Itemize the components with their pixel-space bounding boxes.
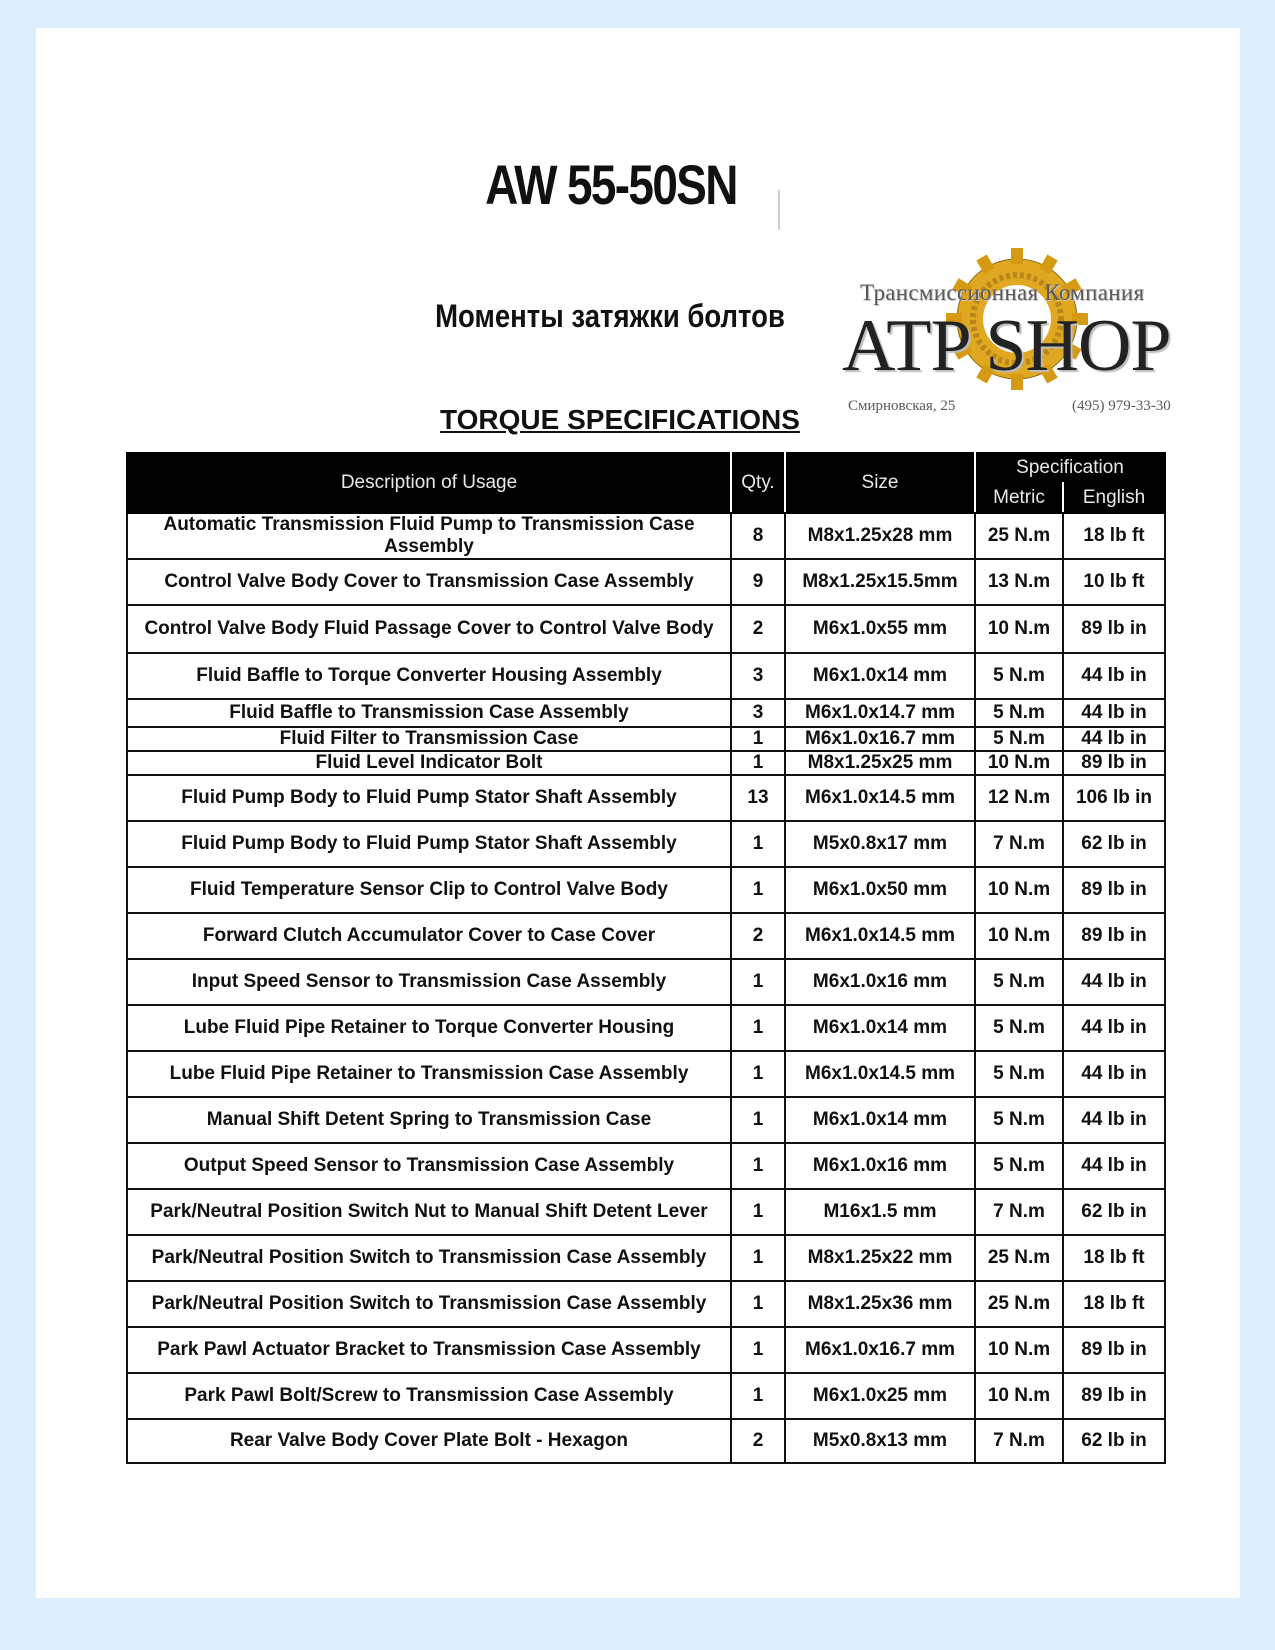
cell-qty: 3: [731, 653, 785, 699]
table-row: [127, 751, 1165, 775]
cell-qty: 13: [731, 775, 785, 821]
cell-english: 89 lb in: [1063, 751, 1165, 775]
torque-table: [126, 452, 1166, 1464]
cell-qty: 1: [731, 1327, 785, 1373]
cell-english: 62 lb in: [1063, 1189, 1165, 1235]
cell-qty: 1: [731, 1051, 785, 1097]
table-row: [127, 821, 1165, 867]
cell-description: Forward Clutch Accumulator Cover to Case Cover: [127, 913, 731, 959]
header-description: Description of Usage: [127, 453, 731, 513]
table-row: [127, 867, 1165, 913]
cell-qty: 1: [731, 1373, 785, 1419]
cell-qty: 1: [731, 727, 785, 751]
cell-size: M16x1.5 mm: [785, 1189, 975, 1235]
cell-metric: 10 N.m: [975, 605, 1063, 653]
cell-size: M8x1.25x25 mm: [785, 751, 975, 775]
cell-description: Park/Neutral Position Switch Nut to Manual Shift Detent Lever: [127, 1189, 731, 1235]
cell-metric: 10 N.m: [975, 867, 1063, 913]
cell-english: 44 lb in: [1063, 959, 1165, 1005]
cell-english: 18 lb ft: [1063, 513, 1165, 559]
cell-english: 89 lb in: [1063, 1327, 1165, 1373]
cell-size: M6x1.0x16 mm: [785, 959, 975, 1005]
table-row: [127, 1051, 1165, 1097]
cell-metric: 5 N.m: [975, 959, 1063, 1005]
cell-size: M6x1.0x14.5 mm: [785, 775, 975, 821]
cell-english: 62 lb in: [1063, 1419, 1165, 1463]
cell-metric: 10 N.m: [975, 751, 1063, 775]
table-row: [127, 699, 1165, 727]
table-row: [127, 1143, 1165, 1189]
table-row: [127, 1189, 1165, 1235]
table-row: [127, 959, 1165, 1005]
cell-size: M8x1.25x15.5mm: [785, 559, 975, 605]
cell-description: Control Valve Body Fluid Passage Cover to Control Valve Body: [127, 605, 731, 653]
cell-metric: 7 N.m: [975, 821, 1063, 867]
cell-size: M6x1.0x55 mm: [785, 605, 975, 653]
cell-description: Park Pawl Bolt/Screw to Transmission Case Assembly: [127, 1373, 731, 1419]
document-title: AW 55-50SN: [485, 153, 737, 216]
cell-english: 89 lb in: [1063, 605, 1165, 653]
cell-qty: 1: [731, 821, 785, 867]
cell-size: M6x1.0x14.7 mm: [785, 699, 975, 727]
header-size: Size: [785, 453, 975, 513]
table-row: [127, 1373, 1165, 1419]
table-row: [127, 1097, 1165, 1143]
cell-description: Input Speed Sensor to Transmission Case Assembly: [127, 959, 731, 1005]
cell-size: M6x1.0x50 mm: [785, 867, 975, 913]
cell-qty: 2: [731, 913, 785, 959]
cell-size: M8x1.25x36 mm: [785, 1281, 975, 1327]
company-logo: [838, 244, 1198, 414]
cell-size: M6x1.0x16 mm: [785, 1143, 975, 1189]
cell-size: M6x1.0x14.5 mm: [785, 1051, 975, 1097]
cell-description: Control Valve Body Cover to Transmission Case Assembly: [127, 559, 731, 605]
cell-qty: 1: [731, 1143, 785, 1189]
cell-description: Park/Neutral Position Switch to Transmission Case Assembly: [127, 1281, 731, 1327]
cell-metric: 7 N.m: [975, 1419, 1063, 1463]
cell-description: Fluid Baffle to Transmission Case Assembly: [127, 699, 731, 727]
cell-qty: 3: [731, 699, 785, 727]
cell-qty: 8: [731, 513, 785, 559]
cell-size: M8x1.25x22 mm: [785, 1235, 975, 1281]
cell-description: Fluid Baffle to Torque Converter Housing Assembly: [127, 653, 731, 699]
cell-qty: 9: [731, 559, 785, 605]
cell-size: M6x1.0x14 mm: [785, 1097, 975, 1143]
cell-description: Automatic Transmission Fluid Pump to Transmission Case Assembly: [127, 513, 731, 559]
table-row: [127, 653, 1165, 699]
cell-size: M5x0.8x17 mm: [785, 821, 975, 867]
document-subtitle: Моменты затяжки болтов: [435, 298, 785, 334]
cell-size: M5x0.8x13 mm: [785, 1419, 975, 1463]
cell-english: 18 lb ft: [1063, 1281, 1165, 1327]
cell-description: Lube Fluid Pipe Retainer to Transmission Case Assembly: [127, 1051, 731, 1097]
cell-description: Rear Valve Body Cover Plate Bolt - Hexagon: [127, 1419, 731, 1463]
section-heading: TORQUE SPECIFICATIONS: [440, 404, 800, 435]
logo-address: Смирновская, 25: [848, 398, 956, 414]
cell-qty: 1: [731, 1005, 785, 1051]
cell-qty: 1: [731, 1097, 785, 1143]
cell-metric: 5 N.m: [975, 727, 1063, 751]
cell-qty: 2: [731, 1419, 785, 1463]
header-specification: Specification: [975, 453, 1165, 483]
header-english: English: [1063, 483, 1165, 513]
cell-english: 44 lb in: [1063, 653, 1165, 699]
cell-english: 44 lb in: [1063, 1005, 1165, 1051]
cell-english: 89 lb in: [1063, 867, 1165, 913]
cell-metric: 5 N.m: [975, 699, 1063, 727]
cell-description: Park/Neutral Position Switch to Transmission Case Assembly: [127, 1235, 731, 1281]
cell-description: Manual Shift Detent Spring to Transmission Case: [127, 1097, 731, 1143]
cell-metric: 12 N.m: [975, 775, 1063, 821]
cell-qty: 1: [731, 959, 785, 1005]
cell-metric: 5 N.m: [975, 1005, 1063, 1051]
cell-qty: 2: [731, 605, 785, 653]
cell-english: 89 lb in: [1063, 913, 1165, 959]
table-row: [127, 1327, 1165, 1373]
cell-description: Lube Fluid Pipe Retainer to Torque Converter Housing: [127, 1005, 731, 1051]
cell-qty: 1: [731, 1281, 785, 1327]
logo-phone: (495) 979-33-30: [1072, 398, 1171, 414]
header-qty: Qty.: [731, 453, 785, 513]
cell-english: 44 lb in: [1063, 1097, 1165, 1143]
cell-english: 44 lb in: [1063, 1051, 1165, 1097]
cell-metric: 5 N.m: [975, 653, 1063, 699]
cell-size: M6x1.0x14 mm: [785, 1005, 975, 1051]
cell-description: Fluid Pump Body to Fluid Pump Stator Shaft Assembly: [127, 821, 731, 867]
table-row: [127, 913, 1165, 959]
table-row: [127, 513, 1165, 559]
cell-size: M6x1.0x14 mm: [785, 653, 975, 699]
table-row: [127, 727, 1165, 751]
cell-qty: 1: [731, 1235, 785, 1281]
table-row: [127, 1005, 1165, 1051]
cell-description: Fluid Temperature Sensor Clip to Control Valve Body: [127, 867, 731, 913]
cell-size: M6x1.0x16.7 mm: [785, 1327, 975, 1373]
title-divider: [778, 190, 780, 230]
cell-description: Fluid Pump Body to Fluid Pump Stator Shaft Assembly: [127, 775, 731, 821]
table-row: [127, 605, 1165, 653]
cell-english: 106 lb in: [1063, 775, 1165, 821]
cell-metric: 5 N.m: [975, 1051, 1063, 1097]
cell-qty: 1: [731, 867, 785, 913]
cell-metric: 7 N.m: [975, 1189, 1063, 1235]
cell-english: 44 lb in: [1063, 727, 1165, 751]
cell-size: M6x1.0x16.7 mm: [785, 727, 975, 751]
cell-description: Output Speed Sensor to Transmission Case Assembly: [127, 1143, 731, 1189]
table-row: [127, 775, 1165, 821]
cell-metric: 13 N.m: [975, 559, 1063, 605]
table-row: [127, 559, 1165, 605]
cell-size: M6x1.0x25 mm: [785, 1373, 975, 1419]
cell-english: 18 lb ft: [1063, 1235, 1165, 1281]
cell-description: Fluid Filter to Transmission Case: [127, 727, 731, 751]
cell-metric: 25 N.m: [975, 1235, 1063, 1281]
table-row: [127, 1419, 1165, 1463]
cell-metric: 10 N.m: [975, 913, 1063, 959]
cell-size: M6x1.0x14.5 mm: [785, 913, 975, 959]
cell-english: 44 lb in: [1063, 699, 1165, 727]
logo-brand-name: ATP SHOP: [842, 305, 1171, 387]
cell-english: 62 lb in: [1063, 821, 1165, 867]
cell-metric: 10 N.m: [975, 1327, 1063, 1373]
cell-metric: 5 N.m: [975, 1097, 1063, 1143]
cell-metric: 5 N.m: [975, 1143, 1063, 1189]
cell-qty: 1: [731, 1189, 785, 1235]
cell-english: 44 lb in: [1063, 1143, 1165, 1189]
table-row: [127, 1235, 1165, 1281]
cell-qty: 1: [731, 751, 785, 775]
header-metric: Metric: [975, 483, 1063, 513]
cell-metric: 25 N.m: [975, 513, 1063, 559]
table-row: [127, 1281, 1165, 1327]
cell-metric: 10 N.m: [975, 1373, 1063, 1419]
cell-description: Park Pawl Actuator Bracket to Transmission Case Assembly: [127, 1327, 731, 1373]
cell-english: 89 lb in: [1063, 1373, 1165, 1419]
cell-description: Fluid Level Indicator Bolt: [127, 751, 731, 775]
cell-english: 10 lb ft: [1063, 559, 1165, 605]
cell-metric: 25 N.m: [975, 1281, 1063, 1327]
cell-size: M8x1.25x28 mm: [785, 513, 975, 559]
logo-company-name: Трансмиссионная Компания: [860, 280, 1145, 305]
